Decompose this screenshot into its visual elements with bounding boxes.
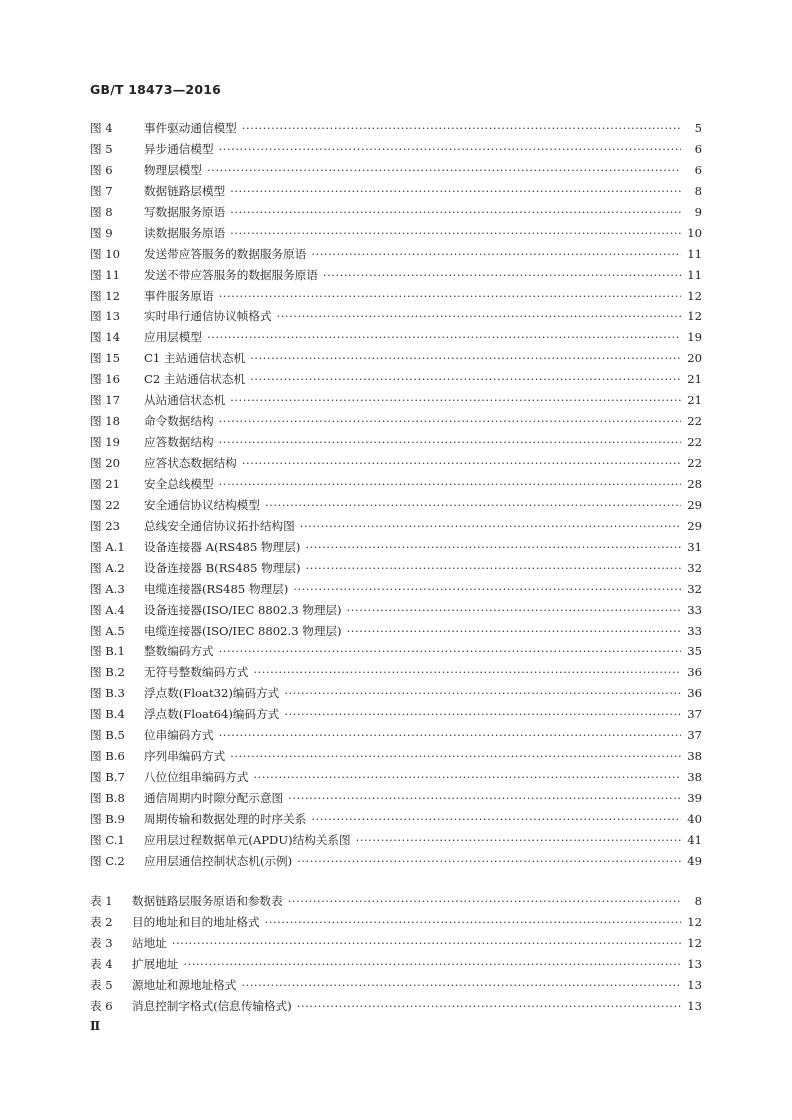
dot-leader: [207, 330, 681, 344]
entry-number: 图 17: [90, 393, 121, 408]
entry-page-number: 39: [687, 791, 702, 805]
entry-page-number: 29: [687, 497, 702, 512]
dot-leader: [230, 205, 681, 219]
entry-title: 目的地址和目的地址格式: [132, 914, 260, 929]
entry-page-number: 13: [687, 977, 702, 992]
dot-leader: [207, 163, 681, 177]
dot-leader: [219, 728, 681, 742]
table-entry[interactable]: [90, 956, 702, 977]
dot-leader: [183, 957, 681, 971]
dot-leader: [347, 624, 681, 638]
entry-title: 应答状态数据结构: [144, 456, 237, 470]
dot-leader: [293, 582, 681, 596]
entry-page-number: 10: [687, 225, 702, 240]
dot-leader: [297, 854, 681, 868]
dot-leader: [219, 414, 681, 428]
entry-title: 数据链路层服务原语和参数表: [132, 894, 283, 908]
entry-page-number: 37: [687, 728, 702, 743]
entry-page-number: 6: [694, 141, 702, 156]
entry-number: 图 9: [90, 225, 113, 240]
entry-title: 设备连接器 B(RS485 物理层): [144, 560, 301, 575]
dot-leader: [219, 435, 681, 449]
figure-entry[interactable]: [90, 832, 702, 853]
entry-number: 图 6: [90, 162, 113, 177]
entry-page-number: 35: [687, 644, 702, 659]
figure-entry[interactable]: [90, 413, 702, 434]
entry-title: C1 主站通信状态机: [144, 351, 246, 366]
dot-leader: [311, 812, 681, 826]
entry-page-number: 5: [694, 121, 702, 135]
entry-number: 图 22: [90, 497, 121, 512]
dot-leader: [241, 978, 681, 992]
entry-number: 图 A.3: [90, 581, 125, 596]
entry-page-number: 31: [687, 539, 702, 554]
entry-number: 图 21: [90, 476, 121, 491]
dot-leader: [219, 289, 681, 303]
entry-title: 安全通信协议结构模型: [144, 497, 260, 512]
dot-leader: [284, 686, 681, 700]
dot-leader: [172, 936, 681, 950]
entry-number: 图 7: [90, 183, 113, 198]
entry-page-number: 21: [687, 372, 702, 387]
entry-title: 读数据服务原语: [144, 225, 226, 240]
entry-number: 图 B.2: [90, 665, 125, 680]
entry-page-number: 12: [687, 914, 702, 929]
entry-title: 发送不带应答服务的数据服务原语: [144, 267, 318, 282]
entry-page-number: 12: [687, 309, 702, 324]
entry-number: 图 23: [90, 518, 121, 533]
table-list-of-contents: [90, 893, 702, 1019]
entry-page-number: 11: [687, 267, 702, 282]
entry-page-number: 13: [687, 998, 702, 1013]
entry-page-number: 38: [687, 749, 702, 764]
dot-leader: [306, 561, 682, 575]
entry-page-number: 49: [687, 853, 702, 868]
entry-page-number: 12: [687, 288, 702, 303]
dot-leader: [300, 519, 681, 533]
entry-number: 图 8: [90, 204, 113, 219]
figure-entry[interactable]: [90, 141, 702, 162]
entry-page-number: 33: [687, 602, 702, 617]
figure-entry[interactable]: [90, 685, 702, 706]
entry-title: 应用层过程数据单元(APDU)结构关系图: [144, 832, 351, 847]
dot-leader: [230, 749, 681, 763]
page-number-footer: Ⅱ: [90, 1019, 101, 1033]
figure-entry[interactable]: [90, 581, 702, 602]
figure-entry[interactable]: [90, 183, 702, 204]
entry-number: 表 3: [90, 935, 113, 950]
entry-page-number: 36: [687, 686, 702, 701]
entry-title: 应用层模型: [144, 330, 202, 345]
entry-page-number: 20: [687, 351, 702, 366]
figure-entry[interactable]: [90, 371, 702, 392]
entry-page-number: 9: [694, 204, 702, 219]
entry-page-number: 6: [694, 162, 702, 177]
entry-page-number: 11: [687, 246, 702, 261]
dot-leader: [219, 477, 681, 491]
dot-leader: [219, 142, 681, 156]
entry-number: 图 A.1: [90, 539, 125, 554]
entry-number: 图 C.2: [90, 853, 125, 868]
entry-page-number: 13: [687, 956, 702, 971]
entry-page-number: 8: [694, 894, 702, 908]
entry-page-number: 41: [687, 832, 702, 847]
figure-list-of-contents: [90, 120, 702, 874]
dot-leader: [284, 707, 681, 721]
figure-entry[interactable]: [90, 623, 702, 644]
entry-page-number: 8: [694, 183, 702, 198]
entry-title: 通信周期内时隙分配示意图: [144, 791, 284, 805]
entry-number: 图 13: [90, 309, 121, 324]
entry-title: 电缆连接器(ISO/IEC 8802.3 物理层): [144, 623, 342, 638]
table-entry[interactable]: [90, 893, 702, 914]
entry-title: 扩展地址: [132, 956, 179, 971]
entry-number: 表 5: [90, 977, 113, 992]
entry-title: 位串编码方式: [144, 728, 214, 743]
entry-number: 图 C.1: [90, 832, 125, 847]
entry-page-number: 36: [687, 665, 702, 680]
dot-leader: [288, 791, 681, 805]
figure-entry[interactable]: [90, 539, 702, 560]
entry-number: 图 10: [90, 246, 121, 261]
entry-number: 图 15: [90, 351, 121, 366]
entry-title: 从站通信状态机: [144, 393, 226, 408]
figure-entry[interactable]: [90, 664, 702, 685]
entry-title: 整数编码方式: [144, 644, 214, 659]
figure-entry[interactable]: [90, 246, 702, 267]
entry-number: 图 14: [90, 330, 121, 345]
figure-entry[interactable]: [90, 811, 702, 832]
entry-title: 设备连接器(ISO/IEC 8802.3 物理层): [144, 602, 342, 617]
entry-title: 写数据服务原语: [144, 204, 226, 219]
entry-number: 图 19: [90, 435, 121, 450]
entry-page-number: 38: [687, 770, 702, 785]
entry-number: 图 A.5: [90, 623, 125, 638]
entry-number: 图 5: [90, 141, 113, 156]
entry-title: 无符号整数编码方式: [144, 665, 249, 680]
entry-title: 站地址: [132, 935, 167, 950]
entry-page-number: 29: [687, 518, 702, 533]
entry-page-number: 40: [687, 811, 702, 826]
figure-entry[interactable]: [90, 560, 702, 581]
dot-leader: [253, 770, 681, 784]
figure-entry[interactable]: [90, 267, 702, 288]
entry-page-number: 33: [687, 623, 702, 638]
entry-page-number: 37: [687, 707, 702, 722]
dot-leader: [242, 456, 681, 470]
dot-leader: [230, 226, 681, 240]
entry-title: 数据链路层模型: [144, 183, 226, 198]
figure-entry[interactable]: [90, 308, 702, 329]
entry-number: 图 B.5: [90, 728, 125, 743]
entry-title: 发送带应答服务的数据服务原语: [144, 246, 307, 261]
entry-title: 周期传输和数据处理的时序关系: [144, 811, 307, 826]
figure-entry[interactable]: [90, 204, 702, 225]
figure-entry[interactable]: [90, 225, 702, 246]
entry-number: 图 18: [90, 414, 121, 429]
dot-leader: [219, 644, 681, 658]
entry-page-number: 28: [687, 476, 702, 491]
figure-entry[interactable]: [90, 518, 702, 539]
figure-entry[interactable]: [90, 350, 702, 371]
document-id-header: GB/T 18473—2016: [90, 82, 222, 97]
entry-number: 表 2: [90, 914, 113, 929]
entry-number: 表 1: [90, 894, 113, 908]
dot-leader: [311, 247, 681, 261]
entry-number: 表 6: [90, 998, 113, 1013]
entry-title: 源地址和源地址格式: [132, 977, 237, 992]
entry-number: 图 20: [90, 456, 121, 470]
entry-page-number: 22: [687, 414, 702, 429]
entry-page-number: 21: [687, 393, 702, 408]
dot-leader: [288, 894, 681, 908]
dot-leader: [253, 665, 681, 679]
dot-leader: [265, 915, 681, 929]
entry-title: 总线安全通信协议拓扑结构图: [144, 518, 295, 533]
entry-title: 实时串行通信协议帧格式: [144, 309, 272, 324]
dot-leader: [305, 540, 681, 554]
entry-page-number: 32: [687, 581, 702, 596]
figure-entry[interactable]: [90, 476, 702, 497]
figure-entry[interactable]: [90, 790, 702, 811]
figure-entry[interactable]: [90, 120, 702, 141]
entry-page-number: 19: [687, 330, 702, 345]
dot-leader: [347, 603, 681, 617]
figure-entry[interactable]: [90, 497, 702, 518]
figure-entry[interactable]: [90, 727, 702, 748]
dot-leader: [356, 833, 681, 847]
entry-number: 图 B.3: [90, 686, 125, 701]
table-entry[interactable]: [90, 914, 702, 935]
table-entry[interactable]: [90, 998, 702, 1019]
figure-entry[interactable]: [90, 706, 702, 727]
entry-title: 序列串编码方式: [144, 749, 226, 764]
entry-number: 图 B.9: [90, 811, 125, 826]
entry-number: 表 4: [90, 956, 113, 971]
entry-number: 图 B.1: [90, 644, 125, 659]
entry-title: 消息控制字格式(信息传输格式): [132, 998, 292, 1013]
dot-leader: [230, 393, 681, 407]
table-entry[interactable]: [90, 935, 702, 956]
entry-title: 事件驱动通信模型: [144, 121, 237, 135]
figure-entry[interactable]: [90, 748, 702, 769]
table-entry[interactable]: [90, 977, 702, 998]
entry-number: 图 11: [90, 267, 121, 282]
dot-leader: [323, 268, 681, 282]
figure-entry[interactable]: [90, 602, 702, 623]
dot-leader: [277, 309, 681, 323]
dot-leader: [250, 372, 681, 386]
entry-page-number: 32: [687, 560, 702, 575]
entry-title: 电缆连接器(RS485 物理层): [144, 581, 289, 596]
entry-number: 图 A.2: [90, 560, 125, 575]
figure-entry[interactable]: [90, 769, 702, 790]
dot-leader: [265, 498, 681, 512]
entry-page-number: 22: [687, 456, 702, 470]
figure-entry[interactable]: [90, 392, 702, 413]
figure-entry[interactable]: [90, 643, 702, 664]
entry-page-number: 12: [687, 935, 702, 950]
entry-title: 应答数据结构: [144, 435, 214, 450]
entry-number: 图 A.4: [90, 602, 125, 617]
figure-entry[interactable]: [90, 455, 702, 476]
entry-title: 命令数据结构: [144, 414, 214, 429]
entry-title: 八位位组串编码方式: [144, 770, 249, 785]
entry-title: 浮点数(Float32)编码方式: [144, 686, 280, 701]
entry-title: 安全总线模型: [144, 476, 214, 491]
figure-entry[interactable]: [90, 853, 702, 874]
figure-entry[interactable]: [90, 434, 702, 455]
entry-title: 物理层模型: [144, 162, 202, 177]
entry-title: 设备连接器 A(RS485 物理层): [144, 539, 301, 554]
entry-number: 图 16: [90, 372, 121, 387]
dot-leader: [242, 121, 681, 135]
entry-title: 浮点数(Float64)编码方式: [144, 707, 280, 722]
dot-leader: [230, 184, 681, 198]
figure-entry[interactable]: [90, 329, 702, 350]
figure-entry[interactable]: [90, 162, 702, 183]
entry-title: 事件服务原语: [144, 288, 214, 303]
entry-number: 图 B.6: [90, 749, 125, 764]
entry-page-number: 22: [687, 435, 702, 450]
dot-leader: [250, 351, 681, 365]
entry-title: 异步通信模型: [144, 141, 214, 156]
entry-title: 应用层通信控制状态机(示例): [144, 853, 293, 868]
entry-number: 图 B.7: [90, 770, 125, 785]
entry-number: 图 4: [90, 121, 113, 135]
entry-number: 图 B.4: [90, 707, 125, 722]
figure-entry[interactable]: [90, 288, 702, 309]
entry-number: 图 B.8: [90, 791, 125, 805]
dot-leader: [297, 999, 681, 1013]
entry-title: C2 主站通信状态机: [144, 372, 246, 387]
entry-number: 图 12: [90, 288, 121, 303]
